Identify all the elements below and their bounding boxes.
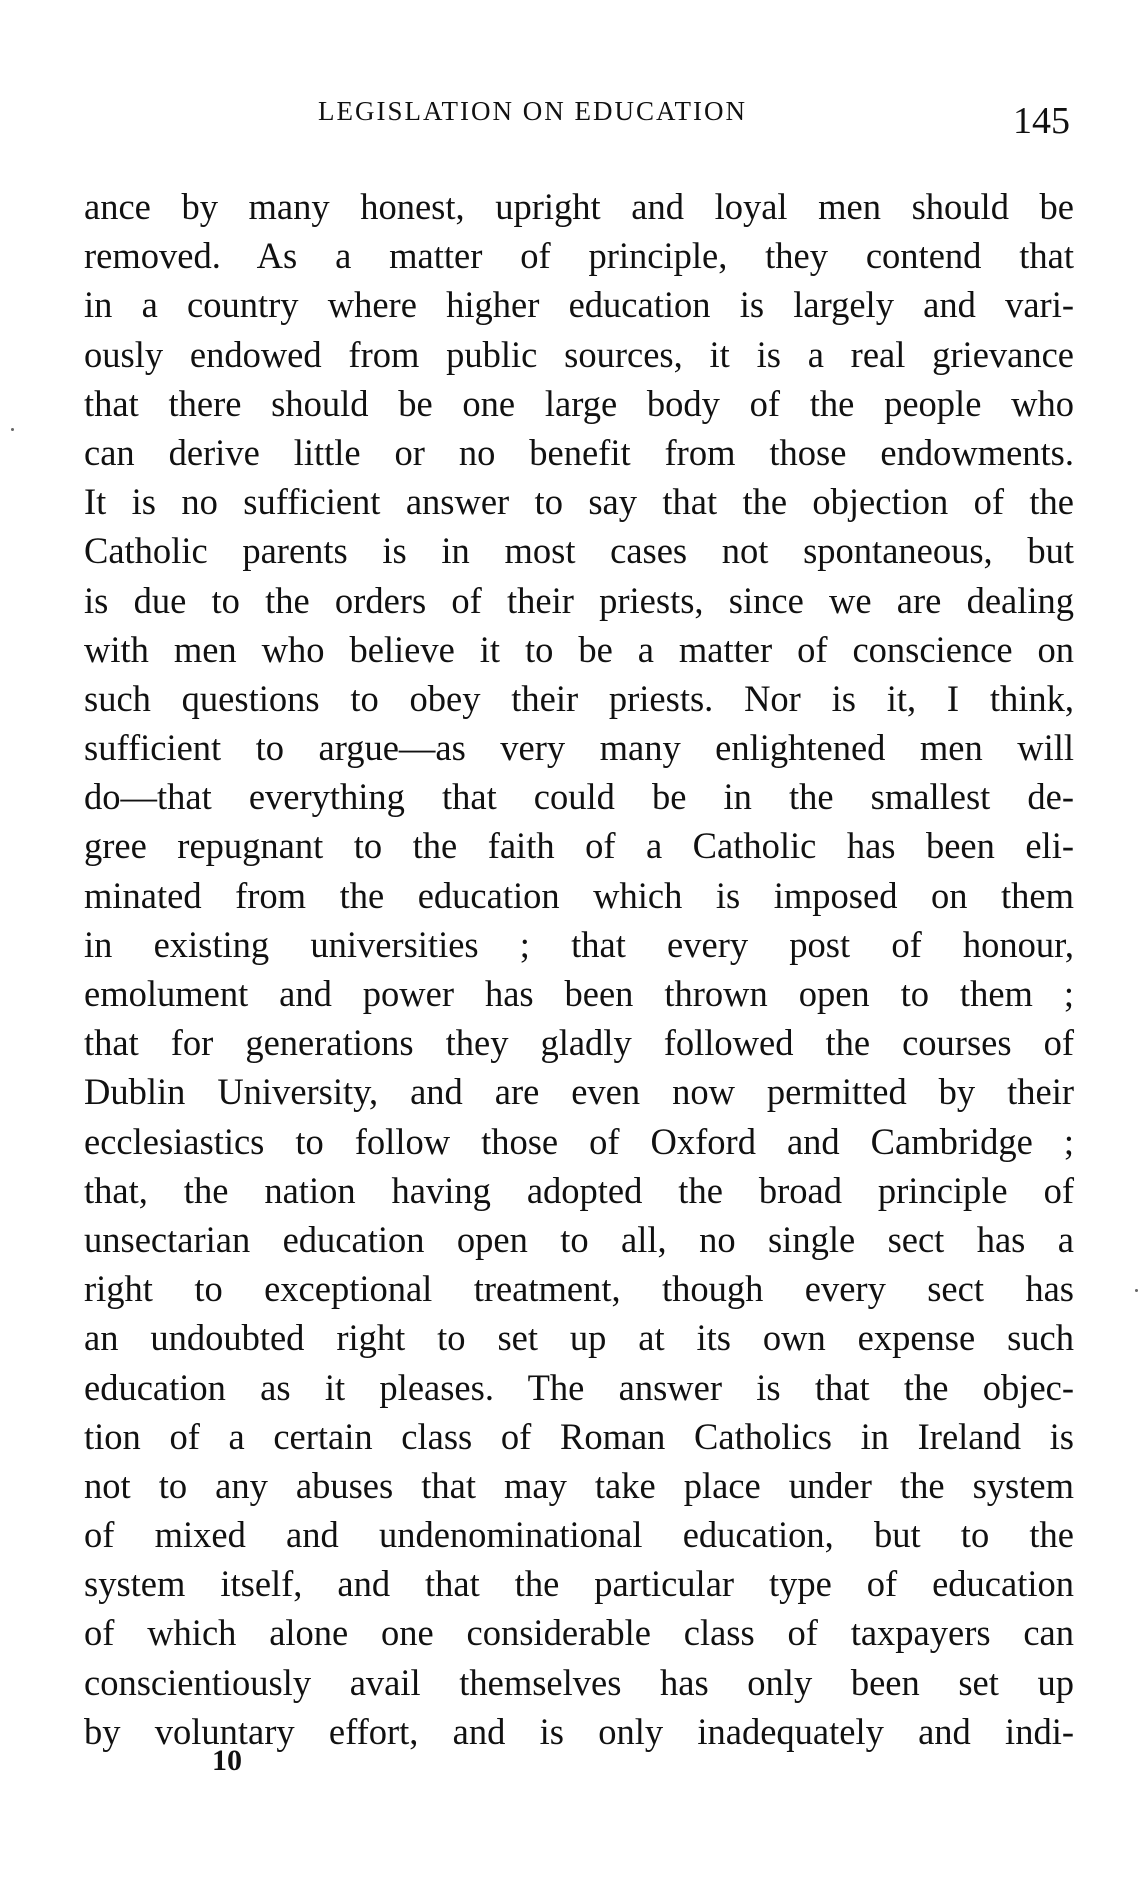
text-line: Dublin University, and are even now permitted by their [84,1071,1074,1113]
text-line: Catholic parents is in most cases not spontaneous, but [84,530,1074,572]
text-line: of which alone one considerable class of taxpayers can [84,1612,1074,1654]
text-line: gree repugnant to the faith of a Catholic has been eli- [84,825,1074,867]
text-line: that, the nation having adopted the broad principle of [84,1169,1074,1211]
text-line: not to any abuses that may take place under the system [84,1464,1074,1506]
text-line: minated from the education which is imposed on them [84,874,1074,916]
text-line: emolument and power has been thrown open to them ; [84,973,1074,1014]
text-line: an undoubted right to set up at its own expense such [84,1317,1074,1359]
text-line: education as it pleases. The answer is that the objec- [84,1366,1074,1408]
text-line: in a country where higher education is largely and vari- [84,284,1074,326]
text-line: in existing universities ; that every post of honour, [84,923,1074,965]
text-line: right to exceptional treatment, though every sect has [84,1268,1074,1310]
text-line: system itself, and that the particular type of education [84,1563,1074,1605]
text-line: ance by many honest, upright and loyal men should be [84,186,1074,227]
text-line: tion of a certain class of Roman Catholics in Ireland is [84,1415,1074,1457]
text-line: It is no sufficient answer to say that the objection of the [84,481,1074,523]
running-head: LEGISLATION ON EDUCATION [318,96,747,126]
text-line: of mixed and undenominational education, but to the [84,1514,1074,1556]
page-speck [1135,1289,1138,1292]
text-line: ously endowed from public sources, it is a real grievance [84,333,1074,375]
text-line: can derive little or no benefit from those endowments. [84,431,1074,473]
text-line: that for generations they gladly followed the courses of [84,1022,1074,1064]
text-line: ecclesiastics to follow those of Oxford and Cambridge ; [84,1120,1074,1162]
text-line: do—that everything that could be in the smallest de- [84,776,1074,818]
text-line: with men who believe it to be a matter of conscience on [84,628,1074,670]
text-line: is due to the orders of their priests, since we are dealing [84,579,1074,621]
text-line: conscientiously avail themselves has only been set up [84,1661,1074,1703]
text-line: by voluntary effort, and is only inadequately and indi- [84,1710,1074,1752]
text-line: that there should be one large body of the people who [84,382,1074,424]
body-text [84,182,1074,1756]
page-speck [11,428,14,431]
signature-mark: 10 [212,1744,242,1777]
text-line: removed. As a matter of principle, they contend that [84,235,1074,277]
page-number: 145 [1013,100,1070,142]
text-line: sufficient to argue—as very many enlightened men will [84,727,1074,769]
text-line: unsectarian education open to all, no single sect has a [84,1218,1074,1260]
text-line: such questions to obey their priests. Nor is it, I think, [84,677,1074,719]
